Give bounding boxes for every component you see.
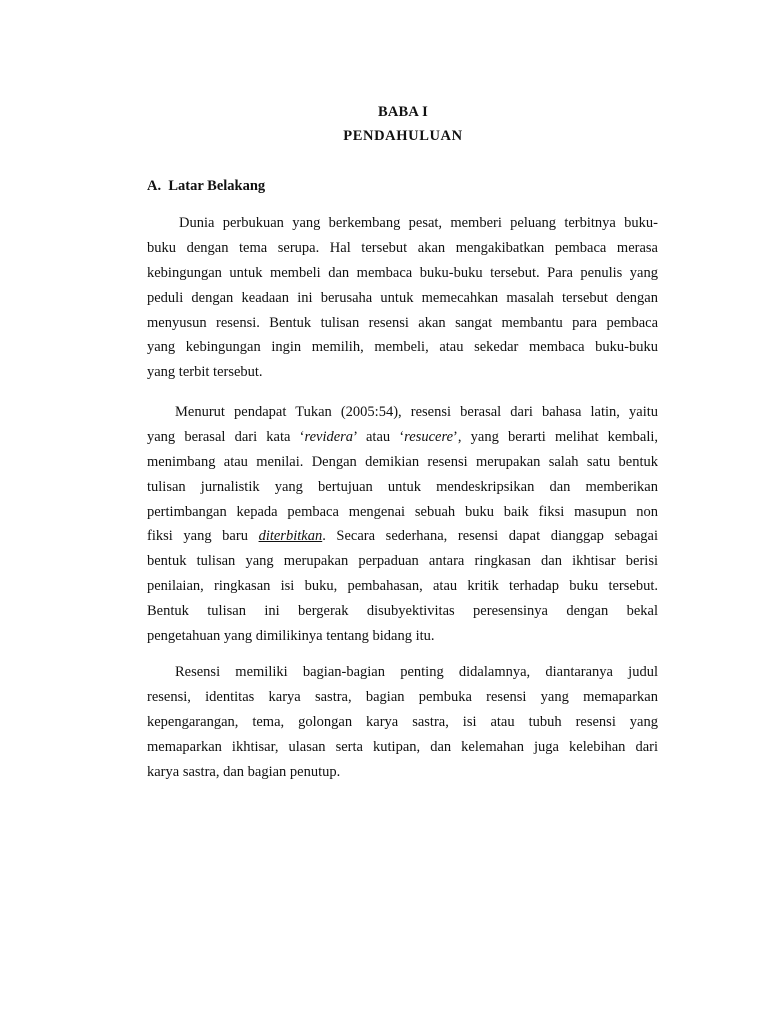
paragraph-line: menyusun resensi. Bentuk tulisan resensi akan sangat membantu para pembaca — [147, 314, 658, 331]
paragraph-line: kebingungan untuk membeli dan membaca buku-buku tersebut. Para penulis yang — [147, 264, 658, 281]
text-run: ’, yang berarti melihat kembali, — [453, 428, 659, 445]
paragraph-line: karya sastra, dan bagian penutup. — [147, 763, 341, 780]
text-run: ’ atau ‘ — [353, 428, 405, 445]
paragraph-line-with-link — [147, 524, 658, 549]
paragraph-line: Dunia perbukuan yang berkembang pesat, memberi peluang terbitnya buku- — [179, 215, 658, 231]
paragraph-line: yang terbit tersebut. — [147, 364, 263, 381]
paragraph-line: menimbang atau menilai. Dengan demikian resensi merupakan salah satu bentuk — [147, 453, 658, 470]
italic-term: resucere — [404, 428, 454, 445]
paragraph-line-with-terms — [147, 425, 658, 450]
paragraph-line: buku dengan tema serupa. Hal tersebut akan mengakibatkan pembaca merasa — [147, 239, 658, 256]
paragraph-line: Menurut pendapat Tukan (2005:54), resensi berasal dari bahasa latin, yaitu — [175, 404, 658, 420]
paragraph-line: kepengarangan, tema, golongan karya sastra, isi atau tubuh resensi yang — [147, 713, 658, 730]
paragraph-line: Resensi memiliki bagian-bagian penting didalamnya, diantaranya judul — [175, 664, 658, 680]
text-run: . Secara sederhana, resensi dapat dianggap sebagai — [322, 528, 658, 545]
paragraph-line: peduli dengan keadaan ini berusaha untuk memecahkan masalah tersebut dengan — [147, 289, 658, 306]
paragraph-line: penilaian, ringkasan isi buku, pembahasan, atau kritik terhadap buku tersebut. — [147, 578, 658, 595]
text-run: fiksi yang baru — [147, 528, 259, 545]
text-run: yang berasal dari kata ‘ — [147, 428, 305, 445]
paragraph-line: tulisan jurnalistik yang bertujuan untuk mendeskripsikan dan memberikan — [147, 478, 658, 495]
paragraph-3 — [147, 660, 658, 784]
paragraph-line: memaparkan ikhtisar, ulasan serta kutipan, dan kelemahan juga kelebihan dari — [147, 738, 658, 755]
paragraph-line: yang kebingungan ingin memilih, membeli, atau sekedar membaca buku-buku — [147, 339, 658, 356]
paragraph-1 — [147, 211, 658, 385]
chapter-subtitle: PENDAHULUAN — [343, 128, 463, 144]
paragraph-line: resensi, identitas karya sastra, bagian pembuka resensi yang memaparkan — [147, 688, 658, 705]
section-heading: A. Latar Belakang — [147, 178, 266, 194]
chapter-title: BABA I — [378, 104, 428, 120]
paragraph-line: pengetahuan yang dimilikinya tentang bidang itu. — [147, 628, 435, 645]
paragraph-line: Bentuk tulisan ini bergerak disubyektivitas peresensinya dengan bekal — [147, 603, 658, 620]
italic-term: revidera — [304, 428, 354, 445]
paragraph-2 — [147, 400, 658, 649]
paragraph-line: pertimbangan kepada pembaca mengenai sebuah buku baik fiksi masupun non — [147, 503, 658, 520]
underlined-term-link[interactable]: diterbitkan — [258, 528, 323, 545]
paragraph-line: bentuk tulisan yang merupakan perpaduan antara ringkasan dan ikhtisar berisi — [147, 553, 658, 570]
